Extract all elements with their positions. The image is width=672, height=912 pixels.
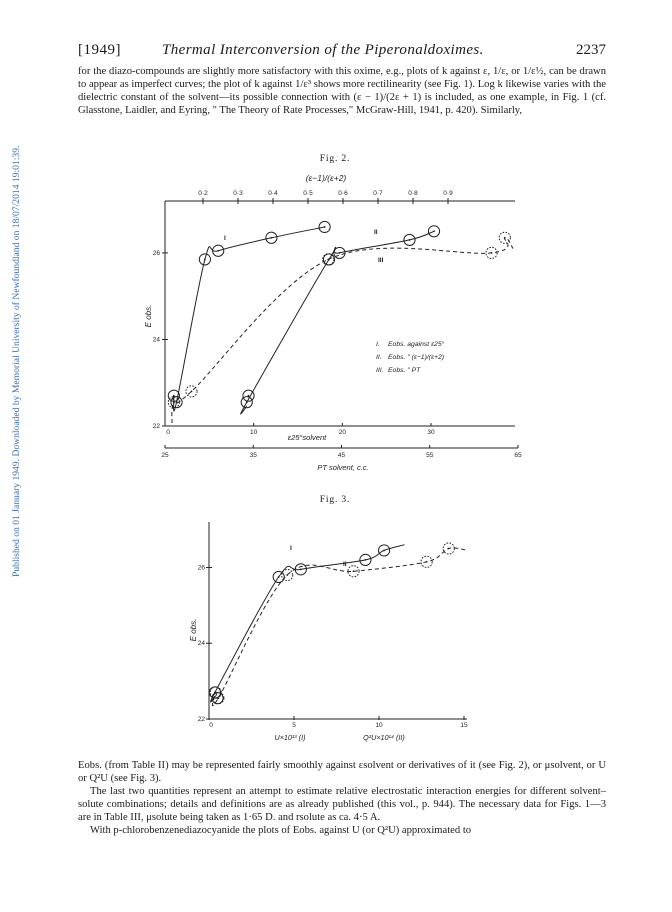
fig3-point-II-dot (448, 548, 450, 550)
page-number: 2237 (576, 42, 606, 58)
fig2-legend-text-I: Eobs. against ε25° (388, 341, 445, 348)
fig2-bottom-tick-label: 55 (426, 452, 434, 459)
fig2-mid-tick-label: 10 (250, 429, 258, 436)
fig3-x-tick-label: 15 (460, 722, 468, 729)
fig3-point-II-dot (286, 574, 288, 576)
fig3-point-II-dot (426, 561, 428, 563)
fig3-y-axis-label: E obs. (189, 618, 198, 642)
fig2-bottom-tick-label: 25 (161, 452, 169, 459)
closing-paragraph-2: The last two quantities represent an attempt to estimate relative electrostatic interaction energies for different solvent–solute combinations; details and definitions are as already published (this vol., p. 944). The necessary data for Figs. 1—3 are in Table III, μsolute being taken as 1·65 D. and rsolute as ca. 4·5 A. (78, 786, 606, 823)
fig2-legend-text-III: Eobs. " PT (388, 367, 421, 374)
fig2-y-tick-label: 22 (152, 423, 160, 430)
fig3-series-label-I: I (290, 545, 292, 552)
fig3-point-I-dot (278, 576, 280, 578)
fig2-legend-id-II: II. (376, 354, 382, 361)
intro-paragraph: for the diazo-compounds are slightly more satisfactory with this oxime, e.g., plots of k against ε, 1/ε, or 1/ε½, can be drawn to appear as imperfect curves; the plot of k against 1/ε³ shows more rectilinearity (see Fig. 1). Log k likewise varies with the dielectric constant of the solvent—its possible connection with (ε − 1)/(2ε + 1) is included, as one example, in Fig. 1 (cf. Glasstone, Laidler, and Eyring, " The Theory of Rate Processes," McGraw-Hill, 1941, p. 420). Similarly, (78, 66, 606, 116)
fig3-x-tick-label: 10 (375, 722, 383, 729)
fig3-x-label-I: U×10¹³ (I) (274, 733, 306, 742)
fig2-legend-text-II: Eobs. " (ε−1)/(ε+2) (388, 354, 444, 361)
fig2-top-tick-label: 0·2 (198, 190, 208, 197)
fig2-mid-tick-label: 30 (427, 429, 435, 436)
fig2-top-axis-label: (ε−1)/(ε+2) (305, 173, 347, 183)
fig3-y-tick-label: 22 (197, 716, 205, 723)
fig2-mid-tick-label: 0 (166, 429, 170, 436)
fig3-x-tick-label: 5 (292, 722, 296, 729)
fig2-top-tick-label: 0·9 (443, 190, 453, 197)
header-year: [1949] (78, 42, 121, 58)
fig3-caption: Fig. 3. (319, 494, 351, 505)
fig2-series-label-III: III (378, 257, 384, 264)
fig2-mid-axis-label: ε25°solvent (287, 433, 327, 442)
fig3-y-tick-label: 24 (197, 640, 205, 648)
fig3-point-I-dot (300, 568, 302, 570)
fig2-bottom-tick-label: 35 (249, 452, 257, 459)
fig2-series-label-I: I (224, 235, 226, 242)
fig3-point-II-dot (353, 570, 355, 572)
closing-paragraph-1: Eobs. (from Table II) may be represented fairly smoothly against εsolvent or derivatives of it (see Fig. 2), or μsolvent, or U or Q²U (see Fig. 3). (78, 760, 606, 784)
fig3-y-tick-label: 26 (197, 564, 205, 572)
fig2-bottom-tick-label: 65 (514, 452, 522, 459)
fig2-bottom-tick-label: 45 (337, 452, 346, 459)
fig3-point-I-dot (365, 559, 367, 561)
fig2-legend-id-I: I. (376, 341, 380, 348)
fig2-caption: Fig. 2. (319, 153, 351, 164)
fig3-x-tick-label: 0 (209, 722, 213, 729)
download-notice[interactable]: Published on 01 January 1949. Downloaded by Memorial University of Newfoundland on 18/07/2014 19:01:39. (11, 145, 22, 577)
fig2-top-tick-label: 0·6 (338, 190, 348, 197)
fig3-curve-I (211, 545, 405, 702)
fig2-top-tick-label: 0·7 (373, 190, 383, 197)
fig2-bottom-axis-label: PT solvent, c.c. (317, 463, 369, 472)
fig2-top-tick-label: 0·8 (408, 190, 418, 197)
fig2-mid-tick-label: 20 (338, 429, 346, 436)
fig2-top-tick-label: 0·4 (268, 190, 278, 197)
fig3-series-label-II: II (343, 561, 347, 568)
fig3-x-label-II: Q²U×10¹⁴ (II) (363, 733, 405, 742)
fig2-top-tick-label: 0·3 (233, 190, 243, 197)
fig3-curve-II (212, 548, 467, 706)
header-title: Thermal Interconversion of the Piperonaldoximes. (162, 42, 484, 58)
fig2-y-tick-label: 24 (152, 336, 160, 344)
fig2-y-tick-label: 26 (152, 249, 160, 257)
fig2-y-axis-label: E obs. (144, 304, 153, 328)
closing-paragraphs (78, 759, 606, 837)
fig2-top-tick-label: 0·5 (303, 190, 313, 197)
fig3-point-I-dot (383, 550, 385, 552)
closing-paragraph-3: With p-chlorobenzenediazocyanide the plots of Eobs. against U (or Q²U) approximated to (90, 825, 472, 836)
fig3-point-II-dot (217, 697, 219, 699)
fig2-legend-id-III: III. (376, 367, 384, 374)
fig2-series-label-II: II (374, 229, 378, 236)
